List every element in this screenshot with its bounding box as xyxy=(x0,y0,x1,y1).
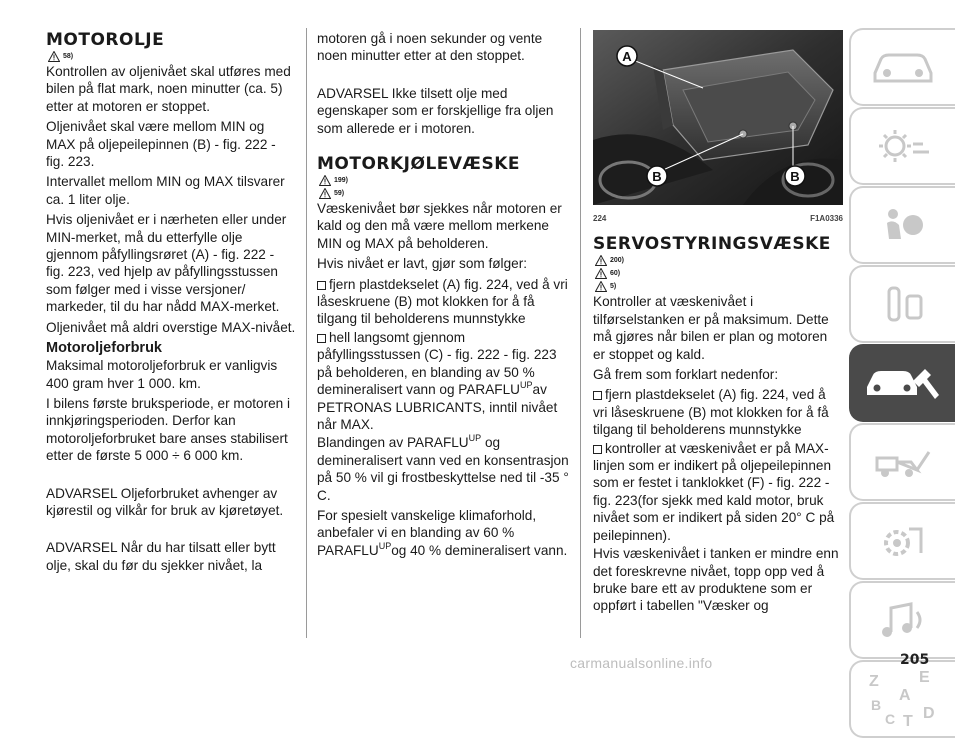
paragraph: Hvis nivået er lavt, gjør som følger: xyxy=(317,256,527,272)
paragraph: Væskenivået bør sjekkes når motoren er kald og den må være mellom merkene MIN og MAX på beholderen. xyxy=(317,201,562,251)
heading-motorolje: MOTOROLJE xyxy=(46,30,165,50)
column-divider-1 xyxy=(306,28,307,638)
warning-ref-number: 199) xyxy=(334,176,349,184)
airbag-icon xyxy=(867,203,939,247)
technical-data-icon xyxy=(867,519,939,563)
engine-photo xyxy=(593,30,843,205)
figure-label-b: B xyxy=(790,169,800,184)
figure-code: F1A0336 xyxy=(810,214,843,223)
tab-tow-truck[interactable] xyxy=(849,423,955,501)
paragraph: Hvis væskenivået i tanken er mindre enn det foreskrevne nivået, topp opp ved å bruke bare ett av produktene som er oppført i tabellen "Væsker og xyxy=(593,546,839,614)
paragraph-advarsel: ADVARSEL Når du har tilsatt eller bytt olje, skal du før du sjekker nivået, la xyxy=(46,540,276,573)
car-dashboard-icon xyxy=(867,47,939,87)
warning-lights-icon xyxy=(867,124,939,168)
warning-ref-number: 58) xyxy=(63,52,74,60)
warning-ref-number: 5) xyxy=(610,283,617,291)
svg-text:D: D xyxy=(923,705,935,722)
warning-triangle-icon xyxy=(319,175,331,186)
tab-car-dashboard[interactable] xyxy=(849,28,955,106)
heading-motorkjolevaeske: MOTORKJØLEVÆSKE xyxy=(317,154,521,175)
multimedia-icon xyxy=(867,598,939,642)
paragraph: motoren gå i noen sekunder og vente noen minutter etter at den stoppet. xyxy=(317,31,543,64)
tab-airbag[interactable] xyxy=(849,186,955,264)
paragraph: Kontroller at væskenivået i tilførselstanken er på maksimum. Dette må gjøres når bilen er plan og motoren er stoppet og kald. xyxy=(593,294,829,362)
warning-ref-number: 59) xyxy=(334,189,345,197)
warning-ref xyxy=(319,187,569,200)
svg-text:T: T xyxy=(903,713,913,730)
svg-text:A: A xyxy=(899,687,911,704)
checkbox-bullet-icon xyxy=(317,281,326,290)
bullet-item: hell langsomt gjennom påfyllingsstussen (C) - fig. 222 - fig. 223 på beholderen, en blanding av 50 % demineralisert vann og $PARAFLU^{UP}av$ PETRONAS LUBRICANTS, inntil nivået når MAX. xyxy=(317,329,558,432)
chapter-tabs xyxy=(849,28,955,739)
figure-label-a: A xyxy=(622,49,632,64)
tab-index[interactable] xyxy=(849,660,955,738)
svg-text:B: B xyxy=(871,697,882,713)
warning-triangle-icon xyxy=(595,281,607,292)
checkbox-bullet-icon xyxy=(593,445,602,454)
paragraph-advarsel: ADVARSEL Ikke tilsett olje med egenskaper som er forskjellige fra oljen som allerede er i motoren. xyxy=(317,85,554,136)
tab-warning-lights[interactable] xyxy=(849,107,955,185)
column-3 xyxy=(593,30,843,618)
figure-caption xyxy=(593,210,843,227)
warning-ref xyxy=(595,267,843,280)
svg-text:C: C xyxy=(885,711,896,727)
paragraph: Maksimal motoroljeforbruk er vanligvis 400 gram hver 1 000. km. xyxy=(46,358,278,391)
warning-triangle-icon xyxy=(48,51,60,62)
car-wrench-icon xyxy=(863,361,943,405)
bullet-item: fjern plastdekselet (A) fig. 224, ved å vri låseskruene (B) mot klokken for å få tilgang til beholderens munnstykke xyxy=(317,276,568,327)
warning-ref-number: 60) xyxy=(610,270,621,278)
heading-servostyringsvaeske: SERVOSTYRINGSVÆSKE xyxy=(593,234,831,255)
paragraph: I bilens første bruksperiode, er motoren i innkjøringsperioden. Derfor kan motoroljeforbruket bare anses stabilisert etter de første 5 000 ÷ 6 000 km. xyxy=(46,395,291,464)
paragraph: For spesielt vanskelige klimaforhold, anbefaler vi en blanding av 60 % $PARAFLU^{UP}og$ 40 % demineralisert vann. xyxy=(317,507,568,558)
paragraph: Gå frem som forklart nedenfor: xyxy=(593,367,779,383)
column-1 xyxy=(46,30,296,577)
paragraph: Oljenivået må aldri overstige MAX-nivået. xyxy=(46,319,296,335)
warning-ref xyxy=(319,174,569,187)
warning-triangle-icon xyxy=(595,255,607,266)
index-icon xyxy=(863,666,943,732)
checkbox-bullet-icon xyxy=(593,391,602,400)
svg-text:E: E xyxy=(919,669,930,686)
tab-multimedia[interactable] xyxy=(849,581,955,659)
tow-truck-icon xyxy=(867,440,939,484)
paragraph: Kontrollen av oljenivået skal utføres med bilen på flat mark, noen minutter (ca. 5) etter at motoren er stoppet. xyxy=(46,64,291,114)
column-2 xyxy=(317,30,569,562)
tab-car-maintenance[interactable] xyxy=(849,344,955,422)
svg-text:Z: Z xyxy=(869,673,879,690)
tab-technical-data[interactable] xyxy=(849,502,955,580)
column-divider-2 xyxy=(580,28,581,638)
warning-ref xyxy=(595,254,843,267)
paragraph: Oljenivået skal være mellom MIN og MAX på oljepeilepinnen (B) - fig. 222 - fig. 223. xyxy=(46,119,276,170)
paragraph: Hvis oljenivået er i nærheten eller under MIN-merket, må du etterfylle olje gjennom påfyllingsrøret (A) - fig. 222 - fig. 223, ved hjelp av påfyllingsstussen som følger med i visse versjoner/ markeder, til du har nådd MAX-merket. xyxy=(46,212,287,315)
warning-ref xyxy=(48,50,296,63)
page-number: 205 xyxy=(900,652,930,668)
warning-ref-number: 200) xyxy=(610,257,625,265)
paragraph: Blandingen av $PARAFLU^{UP}$ og demineralisert vann ved en konsentrasjon på 50 % vil gi frostbeskyttelse ned til -35 ° C. xyxy=(317,433,569,503)
tab-key-start[interactable] xyxy=(849,265,955,343)
figure-label-b: B xyxy=(652,169,662,184)
figure-224-engine-cover xyxy=(593,30,843,205)
paragraph: Intervallet mellom MIN og MAX tilsvarer ca. 1 liter olje. xyxy=(46,174,285,207)
figure-number: 224 xyxy=(593,214,607,223)
bullet-item: kontroller at væskenivået er på MAX-linjen som er indikert på oljepeilepinnen som er festet i tanklokket (F) - fig. 222 - fig. 223(for sjekk med kald motor, bruk nivået som er indikert på siden 20° C på peilepinnen). xyxy=(593,440,835,543)
warning-ref xyxy=(595,280,843,293)
watermark: carmanualsonline.info xyxy=(570,655,713,671)
checkbox-bullet-icon xyxy=(317,334,326,343)
paragraph-advarsel: ADVARSEL Oljeforbruket avhenger av kjørestil og vilkår for bruk av kjøretøyet. xyxy=(46,485,284,518)
subheading-motoroljeforbruk: Motoroljeforbruk xyxy=(46,340,162,357)
warning-triangle-icon xyxy=(319,188,331,199)
bullet-item: fjern plastdekselet (A) fig. 224, ved å vri låseskruene (B) mot klokken for å få tilgang til beholderens munnstykke xyxy=(593,387,829,438)
warning-triangle-icon xyxy=(595,268,607,279)
key-start-icon xyxy=(867,282,939,326)
